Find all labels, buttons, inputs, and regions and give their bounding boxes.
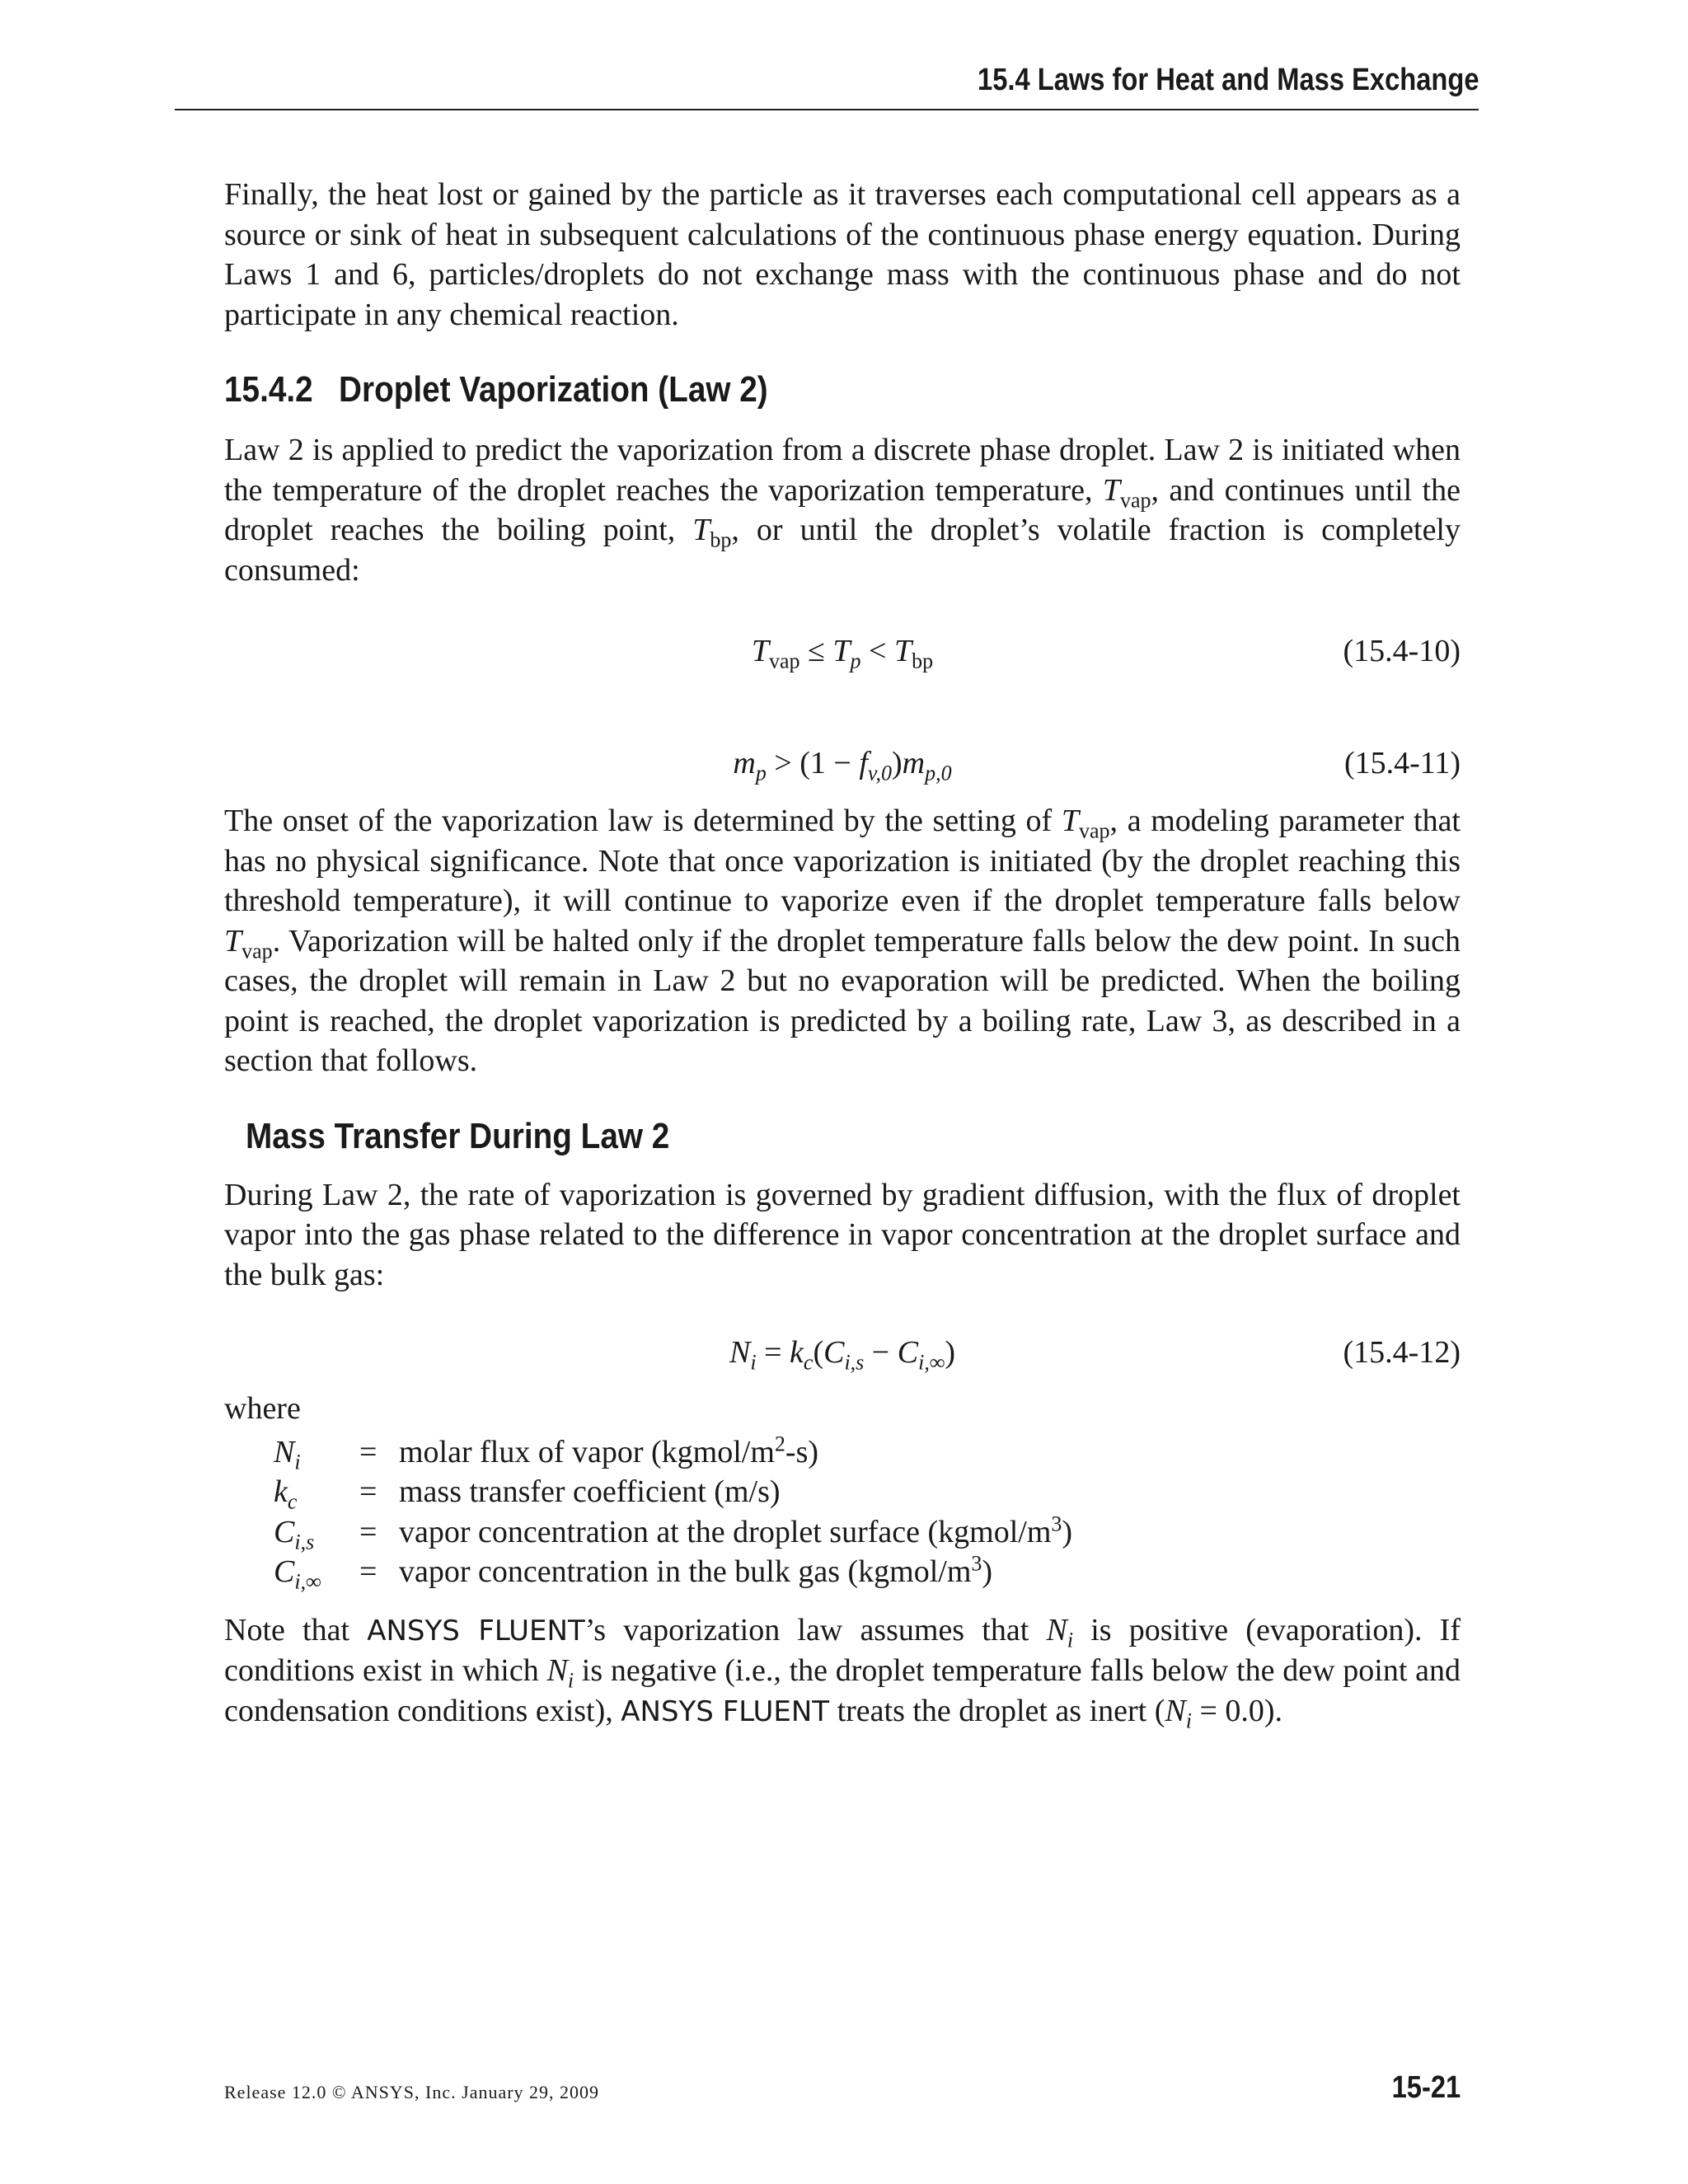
p-subscript: p: [850, 649, 861, 673]
note-text-1: Note that: [224, 1612, 368, 1647]
onset-text-3: . Vaporization will be halted only if the droplet temperature falls below the dew point. In such cases, the droplet will remain in Law 2 but no evaporation will be predicted. When the boiling point is reached, the droplet vaporization is predicted by a boiling rate, Law 3, as described in a section that follows.: [224, 923, 1461, 1078]
intro-paragraph: Finally, the heat lost or gained by the particle as it traverses each computational cell appears as a source or sink of heat in subsequent calculations of the continuous phase energy equation. During Laws 1 and 6, particles/droplets do not exchange mass with the continuous phase and do not participate in any chemical reaction.: [224, 177, 1461, 332]
p-subscript: p: [755, 761, 767, 785]
t-symbol: T: [1102, 472, 1120, 508]
f-symbol: f: [859, 746, 868, 780]
subsection-heading: Mass Transfer During Law 2: [246, 1115, 670, 1156]
c-subscript: c: [287, 1489, 298, 1514]
operator-leq: ≤: [799, 634, 833, 668]
desc-sup: 3: [971, 1551, 982, 1576]
desc-text: vapor concentration at the droplet surface (kgmol/m: [399, 1514, 1052, 1549]
where-row: [274, 1512, 1461, 1553]
law2-text-2: , and continues until the droplet reaches the boiling point,: [224, 472, 1461, 547]
i-subscript: i: [750, 1350, 757, 1375]
where-row: [274, 1472, 1461, 1512]
equation-number: (15.4-11): [1343, 746, 1461, 780]
page-content: [224, 175, 1461, 1732]
note-paragraph: [224, 1610, 1461, 1732]
onset-paragraph: [224, 801, 1461, 1081]
operator-gt: > (1 −: [766, 746, 860, 780]
t-symbol: T: [1061, 804, 1079, 838]
close-paren: ): [945, 1335, 956, 1370]
equation-15-4-12: [224, 1334, 1461, 1384]
n-symbol: N: [729, 1335, 751, 1370]
section-title: Droplet Vaporization (Law 2): [339, 369, 768, 410]
where-symbol: [274, 1472, 359, 1512]
where-equals: =: [359, 1514, 377, 1549]
n-symbol: N: [546, 1653, 568, 1688]
where-equals: =: [359, 1474, 377, 1509]
note-text-3: is positive (evaporation). If conditions exist in which: [224, 1612, 1461, 1688]
page-header: [175, 59, 1479, 110]
where-description: [399, 1512, 1461, 1553]
product-name: ANSYS FLUENT: [367, 1614, 585, 1647]
i-subscript: i: [1067, 1628, 1074, 1652]
bp-subscript: bp: [912, 649, 934, 673]
i-subscript: i: [567, 1668, 574, 1693]
equation-expression: [224, 745, 1461, 785]
section-number: 15.4.2: [224, 369, 313, 410]
t-symbol: T: [751, 634, 769, 668]
c-symbol: C: [897, 1335, 919, 1370]
equation-15-4-10: [224, 633, 1461, 682]
note-text-5: treats the droplet as inert (: [829, 1693, 1165, 1728]
i-subscript: i: [1185, 1708, 1192, 1733]
vap-subscript: vap: [1119, 488, 1151, 513]
desc-end: -s): [785, 1434, 819, 1469]
operator-minus: −: [864, 1335, 898, 1370]
desc-sup: 2: [774, 1431, 785, 1455]
is-subscript: i,s: [844, 1350, 865, 1375]
n-symbol: N: [274, 1434, 295, 1469]
m-symbol: m: [733, 746, 756, 780]
note-text-6: = 0.0).: [1191, 1693, 1283, 1728]
desc-sup: 3: [1051, 1511, 1062, 1535]
k-symbol: k: [274, 1474, 288, 1509]
law2-paragraph: [224, 430, 1461, 590]
v0-subscript: v,0: [867, 761, 893, 785]
onset-text-1: The onset of the vaporization law is determined by the setting of: [224, 804, 1062, 838]
where-row: [274, 1432, 1461, 1473]
desc-text: vapor concentration in the bulk gas (kgmol/m: [399, 1554, 972, 1589]
where-symbol: [274, 1512, 359, 1553]
page-footer: [224, 2070, 1461, 2120]
t-symbol: T: [224, 923, 242, 958]
equation-expression: [224, 1334, 1461, 1375]
desc-end: ): [982, 1554, 993, 1589]
onset-text-2: , a modeling parameter that has no physical significance. Note that once vaporization is initiated (by the droplet reaching this threshold temperature), it will continue to vaporize even if the droplet temperature falls below: [224, 804, 1461, 918]
equation-15-4-11: [224, 745, 1461, 794]
iinf-subscript: i,∞: [918, 1350, 945, 1375]
n-symbol: N: [1046, 1612, 1067, 1647]
t-symbol: T: [832, 634, 851, 668]
i-subscript: i: [294, 1450, 301, 1474]
desc-end: ): [1062, 1514, 1073, 1549]
is-subscript: i,s: [294, 1530, 315, 1554]
release-info: Release 12.0 © ANSYS, Inc. January 29, 2009: [224, 2082, 600, 2102]
c-symbol: C: [274, 1554, 295, 1589]
desc-text: molar flux of vapor (kgmol/m: [399, 1434, 775, 1469]
operator-lt: <: [860, 634, 894, 668]
product-name: ANSYS FLUENT: [621, 1694, 830, 1728]
vap-subscript: vap: [241, 939, 273, 963]
law2-text-1: Law 2 is applied to predict the vaporization from a discrete phase droplet. Law 2 is initiated when the temperature of the droplet reaches the vaporization temperature,: [224, 433, 1461, 508]
equation-number: (15.4-12): [1343, 1335, 1461, 1370]
running-title: 15.4 Laws for Heat and Mass Exchange: [977, 63, 1479, 97]
page-number: 15-21: [1391, 2070, 1461, 2105]
where-equals: =: [359, 1434, 377, 1469]
mass-transfer-paragraph: During Law 2, the rate of vaporization is governed by gradient diffusion, with the flux of droplet vapor into the gas phase related to the difference in vapor concentration at the droplet surface and the bulk gas:: [224, 1177, 1461, 1292]
equation-expression: [224, 633, 1461, 673]
k-symbol: k: [790, 1335, 804, 1370]
m-symbol: m: [902, 746, 926, 780]
t-symbol: T: [893, 634, 912, 668]
p0-subscript: p,0: [925, 761, 952, 785]
open-paren: (: [813, 1335, 824, 1370]
where-equals: =: [359, 1554, 377, 1589]
where-description: [399, 1552, 1461, 1592]
law2-text-3: , or until the droplet’s volatile fraction is completely consumed:: [224, 513, 1461, 588]
where-row: [274, 1552, 1461, 1592]
operator-eq: =: [756, 1335, 790, 1370]
equation-number: (15.4-10): [1343, 634, 1461, 668]
where-symbol: [274, 1432, 359, 1473]
section-heading: [224, 369, 1312, 410]
bp-subscript: bp: [710, 527, 732, 552]
vap-subscript: vap: [1079, 818, 1110, 843]
vap-subscript: vap: [769, 649, 800, 673]
where-description: mass transfer coefficient (m/s): [399, 1474, 781, 1509]
close-paren: ): [892, 746, 903, 780]
where-symbol: [274, 1552, 359, 1592]
n-symbol: N: [1165, 1693, 1186, 1728]
c-symbol: C: [823, 1335, 845, 1370]
c-subscript: c: [803, 1350, 814, 1375]
note-text-2: ’s vaporization law assumes that: [584, 1612, 1047, 1647]
iinf-subscript: i,∞: [294, 1569, 321, 1594]
c-symbol: C: [274, 1514, 295, 1549]
t-symbol: T: [692, 513, 710, 547]
where-description: [399, 1432, 1461, 1473]
where-label: where: [224, 1391, 301, 1426]
note-text-4: is negative (i.e., the droplet temperature falls below the dew point and condensation conditions exist),: [224, 1653, 1461, 1728]
where-list: [274, 1432, 1461, 1592]
